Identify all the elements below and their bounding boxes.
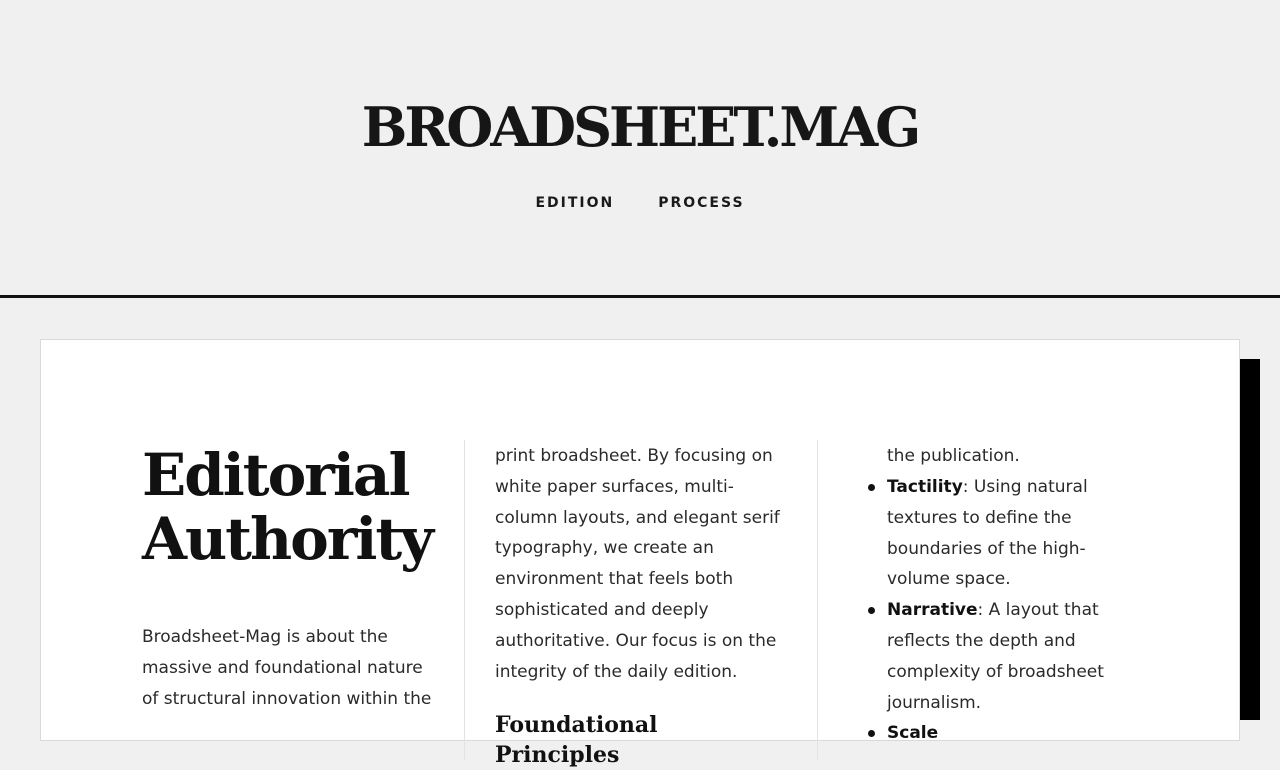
bullet-icon [868, 607, 875, 614]
article-column-2 [464, 440, 780, 768]
article-body: print broadsheet. By focusing on white paper surfaces, multi-column layouts, and elegant serif typography, we create an environment that feels both sophisticated and deeply authoritative. Our focus is on the integrity of the daily edition. [495, 446, 780, 682]
site-title[interactable]: BROADSHEET.MAG [361, 95, 919, 159]
article-card [40, 339, 1240, 768]
nav-link-edition[interactable]: EDITION [535, 195, 615, 211]
main-nav [0, 193, 1280, 213]
principle-term: Narrative [887, 600, 978, 621]
article-intro: Broadsheet-Mag is about the massive and foundational nature of structural innovation within the [142, 627, 432, 709]
bullet-icon [868, 730, 875, 737]
bullet-icon [868, 484, 875, 491]
principle-text: : Using natural textures to define the boundaries of the high-volume space. [887, 477, 1088, 590]
principle-text: : A layout that reflects the depth and complexity of broadsheet journalism. [887, 600, 1104, 713]
principles-list [887, 472, 1127, 749]
article-column-1 [142, 440, 432, 760]
card-shadow [1240, 359, 1260, 720]
section-subhead: Foundational Principles [495, 712, 658, 768]
principle-term: Tactility [887, 477, 963, 497]
list-item [887, 718, 1127, 749]
site-header [0, 0, 1280, 298]
article-headline: Editorial Authority [142, 441, 432, 573]
list-item [887, 595, 1127, 718]
list-item [887, 472, 1127, 595]
column-3-lead: the publication. [887, 446, 1020, 466]
article-column-3 [817, 440, 1148, 760]
nav-link-process[interactable]: PROCESS [658, 195, 745, 211]
principle-term: Scale [887, 723, 939, 744]
